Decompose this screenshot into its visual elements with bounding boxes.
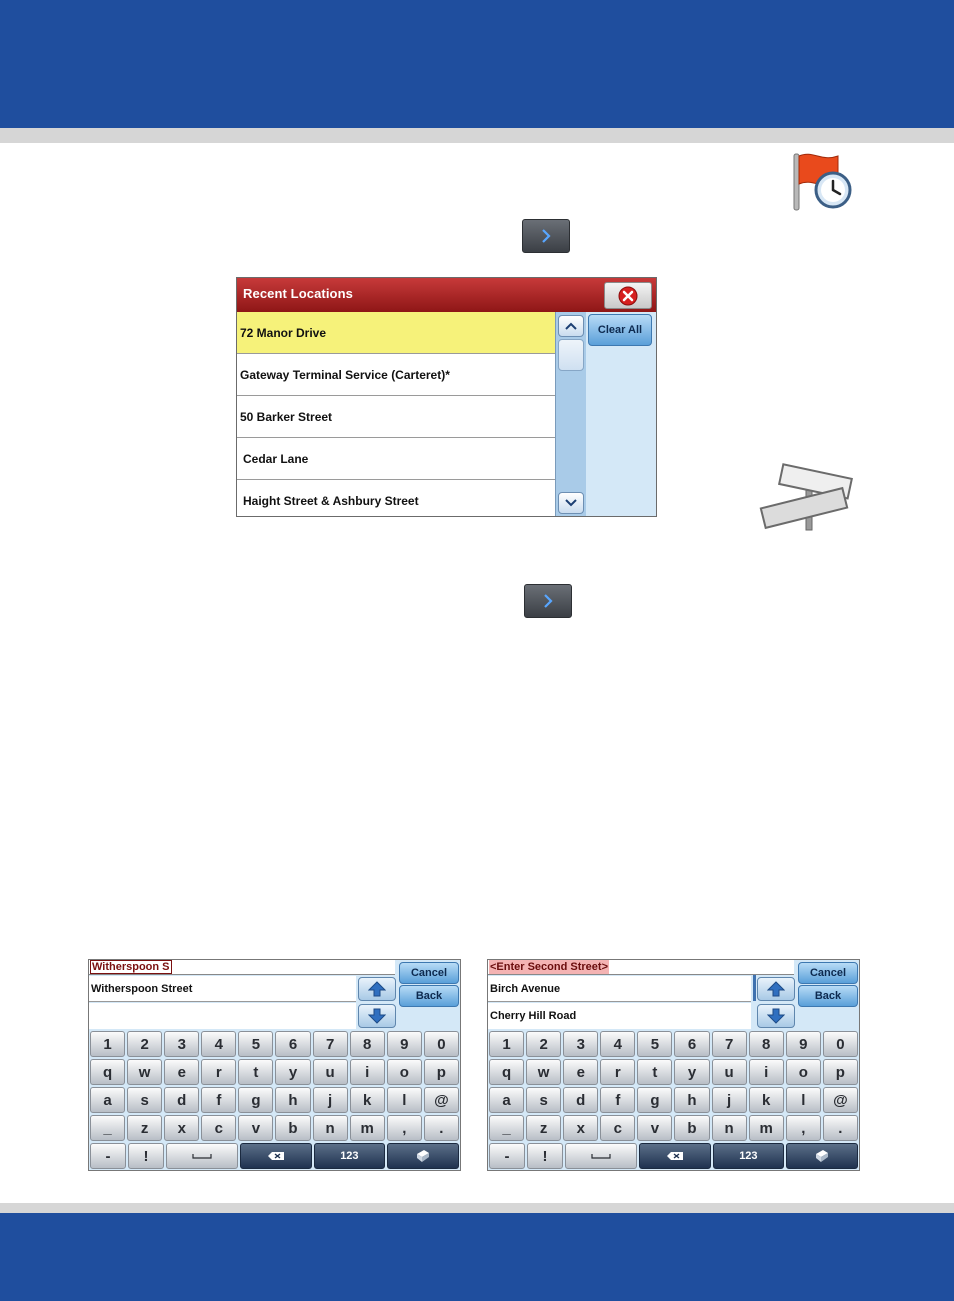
key[interactable]: k (350, 1087, 385, 1113)
keyboard-panel (88, 959, 461, 1171)
space-key[interactable] (565, 1143, 637, 1169)
backspace-icon (267, 1151, 285, 1161)
back-button[interactable]: Back (798, 985, 858, 1007)
key[interactable]: 0 (823, 1031, 858, 1057)
numeric-key[interactable]: 123 (713, 1143, 785, 1169)
key[interactable]: 5 (637, 1031, 672, 1057)
street-input[interactable] (488, 960, 794, 975)
list-item[interactable] (237, 438, 555, 480)
list-item[interactable] (237, 396, 555, 438)
arrow-down-icon (368, 1008, 386, 1024)
chevron-right-icon (541, 594, 555, 608)
flag-clock-icon (788, 150, 860, 214)
arrow-up-icon (368, 981, 386, 997)
title-bar (237, 278, 656, 312)
key[interactable]: n (313, 1115, 348, 1141)
key[interactable]: a (90, 1087, 125, 1113)
key[interactable]: s (526, 1087, 561, 1113)
delete-key[interactable] (639, 1143, 711, 1169)
street-input-text: Witherspoon S (92, 961, 170, 973)
scroll-down-button[interactable] (358, 1004, 396, 1028)
key[interactable]: 1 (90, 1031, 125, 1057)
key[interactable]: u (313, 1059, 348, 1085)
key[interactable]: @ (823, 1087, 858, 1113)
list-scroll-indicator (753, 975, 756, 1001)
layout-key[interactable] (387, 1143, 459, 1169)
key[interactable]: 6 (275, 1031, 310, 1057)
key[interactable]: w (526, 1059, 561, 1085)
list-item-label: Haight Street & Ashbury Street (243, 493, 419, 508)
key[interactable]: 3 (164, 1031, 199, 1057)
space-icon (591, 1153, 611, 1159)
next-button[interactable] (524, 584, 572, 618)
key[interactable]: l (786, 1087, 821, 1113)
key[interactable]: , (786, 1115, 821, 1141)
suggestion-item[interactable] (89, 1003, 356, 1029)
key[interactable]: 5 (238, 1031, 273, 1057)
key[interactable]: 9 (786, 1031, 821, 1057)
key[interactable]: 4 (201, 1031, 236, 1057)
key[interactable]: p (823, 1059, 858, 1085)
key[interactable]: _ (90, 1115, 125, 1141)
key[interactable]: 7 (313, 1031, 348, 1057)
key[interactable]: e (563, 1059, 598, 1085)
key[interactable]: t (238, 1059, 273, 1085)
key[interactable]: 6 (674, 1031, 709, 1057)
key[interactable]: - (90, 1143, 126, 1169)
key[interactable]: j (712, 1087, 747, 1113)
scroll-thumb[interactable] (558, 339, 584, 371)
list-item-label: Gateway Terminal Service (Carteret)* (240, 367, 450, 382)
chevron-up-icon (565, 322, 577, 330)
key[interactable]: z (526, 1115, 561, 1141)
clear-all-button[interactable]: Clear All (588, 314, 652, 346)
key[interactable]: i (350, 1059, 385, 1085)
key[interactable]: 1 (489, 1031, 524, 1057)
key[interactable]: u (712, 1059, 747, 1085)
location-list (237, 312, 555, 517)
arrow-up-icon (767, 981, 785, 997)
backspace-icon (666, 1151, 684, 1161)
suggestion-item[interactable]: Birch Avenue (488, 976, 751, 1002)
key[interactable]: ! (128, 1143, 164, 1169)
key[interactable]: - (489, 1143, 525, 1169)
key[interactable]: r (201, 1059, 236, 1085)
key[interactable]: d (164, 1087, 199, 1113)
street-input-placeholder: <Enter Second Street> (490, 961, 608, 973)
key[interactable]: z (127, 1115, 162, 1141)
window-title: Recent Locations (243, 286, 353, 301)
key[interactable]: f (600, 1087, 635, 1113)
keyboard-panel (487, 959, 860, 1171)
keyboard-layout-icon (415, 1149, 431, 1163)
space-icon (192, 1153, 212, 1159)
key[interactable]: 2 (526, 1031, 561, 1057)
list-item-label: Cedar Lane (243, 451, 309, 466)
delete-key[interactable] (240, 1143, 312, 1169)
list-item-label: 72 Manor Drive (240, 325, 327, 340)
scroll-up-button[interactable] (558, 315, 584, 337)
key[interactable]: n (712, 1115, 747, 1141)
key[interactable]: g (637, 1087, 672, 1113)
next-button[interactable] (522, 219, 570, 253)
footer-band (0, 1213, 954, 1301)
key[interactable]: j (313, 1087, 348, 1113)
key[interactable]: c (600, 1115, 635, 1141)
list-item[interactable] (237, 354, 555, 396)
key[interactable]: e (164, 1059, 199, 1085)
key[interactable]: s (127, 1087, 162, 1113)
street-input[interactable] (89, 960, 395, 975)
key[interactable]: v (238, 1115, 273, 1141)
key[interactable]: t (637, 1059, 672, 1085)
key[interactable]: r (600, 1059, 635, 1085)
key[interactable]: 3 (563, 1031, 598, 1057)
header-divider (0, 128, 954, 143)
keyboard-layout-icon (814, 1149, 830, 1163)
key[interactable]: m (749, 1115, 784, 1141)
key[interactable]: o (387, 1059, 422, 1085)
side-panel (586, 312, 656, 516)
arrow-down-icon (767, 1008, 785, 1024)
recent-locations-window (236, 277, 657, 517)
key[interactable]: f (201, 1087, 236, 1113)
key[interactable]: . (823, 1115, 858, 1141)
scroll-up-button[interactable] (358, 977, 396, 1001)
list-item[interactable] (237, 480, 555, 517)
key[interactable]: 8 (350, 1031, 385, 1057)
scroll-down-button[interactable] (757, 1004, 795, 1028)
chevron-down-icon (565, 499, 577, 507)
key[interactable]: y (275, 1059, 310, 1085)
key[interactable]: i (749, 1059, 784, 1085)
list-item[interactable] (237, 312, 555, 354)
key[interactable]: 0 (424, 1031, 459, 1057)
key[interactable]: v (637, 1115, 672, 1141)
key[interactable]: c (201, 1115, 236, 1141)
key[interactable]: ! (527, 1143, 563, 1169)
key[interactable]: q (90, 1059, 125, 1085)
key[interactable]: 8 (749, 1031, 784, 1057)
key[interactable]: @ (424, 1087, 459, 1113)
header-band (0, 0, 954, 128)
close-button[interactable] (604, 282, 652, 309)
layout-key[interactable] (786, 1143, 858, 1169)
key[interactable]: p (424, 1059, 459, 1085)
key[interactable]: l (387, 1087, 422, 1113)
key[interactable]: 9 (387, 1031, 422, 1057)
key[interactable]: o (786, 1059, 821, 1085)
close-icon (618, 286, 638, 306)
key[interactable]: m (350, 1115, 385, 1141)
space-key[interactable] (166, 1143, 238, 1169)
scroll-up-button[interactable] (757, 977, 795, 1001)
key[interactable]: _ (489, 1115, 524, 1141)
key[interactable]: , (387, 1115, 422, 1141)
key[interactable]: 7 (712, 1031, 747, 1057)
street-sign-icon (758, 460, 856, 532)
key[interactable]: x (563, 1115, 598, 1141)
key[interactable]: a (489, 1087, 524, 1113)
key[interactable]: k (749, 1087, 784, 1113)
keyboard (488, 1030, 859, 1170)
key[interactable]: w (127, 1059, 162, 1085)
key[interactable]: 2 (127, 1031, 162, 1057)
scroll-down-button[interactable] (558, 492, 584, 514)
suggestion-item[interactable]: Cherry Hill Road (488, 1003, 751, 1029)
key[interactable]: h (674, 1087, 709, 1113)
key[interactable]: b (275, 1115, 310, 1141)
chevron-right-icon (539, 229, 553, 243)
numeric-key[interactable]: 123 (314, 1143, 386, 1169)
key[interactable]: 4 (600, 1031, 635, 1057)
key[interactable]: g (238, 1087, 273, 1113)
cancel-button[interactable]: Cancel (399, 962, 459, 984)
key[interactable]: q (489, 1059, 524, 1085)
scrollbar[interactable] (555, 312, 587, 516)
key[interactable]: y (674, 1059, 709, 1085)
back-button[interactable]: Back (399, 985, 459, 1007)
key[interactable]: b (674, 1115, 709, 1141)
key[interactable]: x (164, 1115, 199, 1141)
footer-divider (0, 1203, 954, 1213)
key[interactable]: d (563, 1087, 598, 1113)
suggestion-item[interactable]: Witherspoon Street (89, 976, 356, 1002)
key[interactable]: . (424, 1115, 459, 1141)
cancel-button[interactable]: Cancel (798, 962, 858, 984)
list-item-label: 50 Barker Street (240, 409, 333, 424)
key[interactable]: h (275, 1087, 310, 1113)
keyboard (89, 1030, 460, 1170)
